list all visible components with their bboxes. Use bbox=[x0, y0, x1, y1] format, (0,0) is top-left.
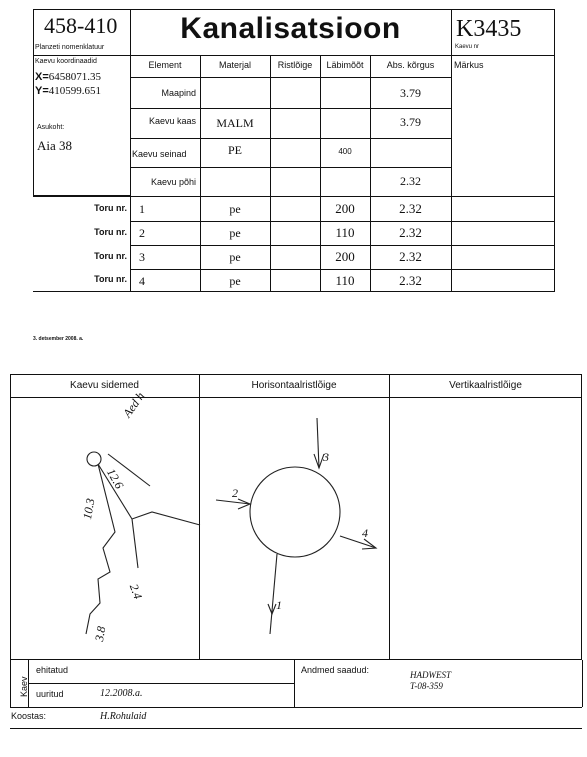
well-marker-circle bbox=[87, 452, 101, 466]
pipe-diameter: 110 bbox=[335, 225, 355, 240]
handwriting-label: 3 bbox=[323, 450, 329, 464]
well-ties-sketch bbox=[10, 398, 582, 660]
coord-y-label: Y= bbox=[35, 85, 49, 97]
surveyed-label: uuritud bbox=[36, 689, 64, 699]
col-header-cross-section: Ristlõige bbox=[277, 60, 313, 70]
row-element-label: Maapind bbox=[161, 88, 196, 98]
pipe-4-line bbox=[340, 536, 376, 548]
col-header-diameter: Läbimõõt bbox=[326, 60, 364, 70]
sheet-number: 458-410 bbox=[44, 13, 118, 38]
pipe-elevation: 2.32 bbox=[399, 225, 422, 240]
pipe-row bbox=[0, 245, 587, 269]
coord-x bbox=[35, 71, 101, 83]
row-elevation: 3.79 bbox=[400, 86, 421, 100]
row-material: MALM bbox=[216, 116, 254, 130]
data-from-ref: T-08-359 bbox=[410, 681, 443, 691]
handwriting-label: 2.4 bbox=[126, 582, 146, 601]
pipe-number: 2 bbox=[139, 226, 145, 240]
sketch-header-vertical: Vertikaalristlõige bbox=[449, 380, 522, 391]
pipe-row bbox=[0, 269, 587, 292]
handwriting-label: 4 bbox=[362, 526, 368, 540]
pipe-row bbox=[0, 221, 587, 245]
row-elevation: 3.79 bbox=[400, 115, 421, 129]
compiled-value: H.Rohulaid bbox=[100, 711, 147, 722]
pipe-label: Toru nr. bbox=[94, 227, 127, 237]
col-header-elevation: Abs. kõrgus bbox=[386, 60, 435, 70]
data-from-value: HADWEST bbox=[410, 670, 451, 680]
tie-line bbox=[132, 519, 138, 568]
row-elevation: 2.32 bbox=[400, 174, 421, 188]
surveyed-value: 12.2008.a. bbox=[100, 688, 143, 699]
pipe-row bbox=[0, 196, 587, 221]
pipe-label: Toru nr. bbox=[94, 203, 127, 213]
coord-y bbox=[35, 85, 101, 97]
pipe-material: pe bbox=[229, 202, 241, 216]
page-title: Kanalisatsioon bbox=[180, 12, 401, 45]
pipe-material: pe bbox=[229, 226, 241, 240]
pipe-number: 4 bbox=[139, 274, 145, 288]
handwriting-label: 10.3 bbox=[80, 497, 98, 521]
pipe-3-line bbox=[317, 418, 319, 468]
location-caption: Asukoht: bbox=[37, 124, 65, 131]
row-element-label: Kaevu põhi bbox=[150, 177, 196, 187]
pipe-number: 3 bbox=[139, 250, 145, 264]
col-header-notes: Märkus bbox=[454, 60, 484, 70]
pipe-diameter: 110 bbox=[335, 273, 355, 288]
pipe-label: Toru nr. bbox=[94, 274, 127, 284]
pipe-diameter: 200 bbox=[335, 201, 355, 216]
coords-caption: Kaevu koordinaadid bbox=[35, 58, 97, 65]
handwriting-label: Aed h bbox=[120, 389, 148, 421]
pipe-number: 1 bbox=[139, 202, 145, 216]
col-header-material: Materjal bbox=[218, 60, 251, 70]
well-id-caption: Kaevu nr bbox=[455, 44, 480, 50]
pipe-elevation: 2.32 bbox=[399, 249, 422, 264]
pipe-elevation: 2.32 bbox=[399, 273, 422, 288]
row-element-label: Kaevu seinad bbox=[132, 149, 187, 159]
row-material: PE bbox=[227, 143, 242, 157]
pipe-material: pe bbox=[229, 250, 241, 264]
built-label: ehitatud bbox=[36, 665, 69, 675]
sketch-header-horizontal: Horisontaalristlõige bbox=[251, 380, 337, 391]
row-diameter: 400 bbox=[338, 147, 352, 156]
coord-x-value: 6458071.35 bbox=[48, 71, 102, 83]
well-id: K3435 bbox=[456, 16, 522, 42]
data-from-label: Andmed saadud: bbox=[301, 665, 370, 675]
pipe-material: pe bbox=[229, 274, 241, 288]
well-section-circle bbox=[250, 467, 340, 557]
handwriting-label: 3.8 bbox=[92, 625, 109, 643]
sketch-header-ties: Kaevu sidemed bbox=[70, 380, 139, 391]
pipe-elevation: 2.32 bbox=[399, 201, 422, 216]
location-value: Aia 38 bbox=[37, 138, 73, 153]
coord-x-label: X= bbox=[35, 71, 49, 83]
footer-side-label: Kaev bbox=[19, 676, 29, 697]
pipe-diameter: 200 bbox=[335, 249, 355, 264]
handwriting-label: 2 bbox=[232, 486, 238, 500]
date-note: 3. detsember 2008. a. bbox=[33, 336, 84, 342]
pipe-label: Toru nr. bbox=[94, 251, 127, 261]
row-element-label: Kaevu kaas bbox=[148, 116, 196, 126]
handwriting-label: 1 bbox=[276, 598, 282, 612]
pipe-1-line bbox=[270, 554, 277, 634]
col-header-element: Element bbox=[148, 60, 182, 70]
sheet-caption: Planzeti nomenklatuur bbox=[35, 44, 105, 51]
fence-line bbox=[86, 464, 115, 634]
compiled-label: Koostas: bbox=[11, 711, 47, 721]
coord-y-value: 410599.651 bbox=[48, 85, 102, 97]
handwriting-label: 12.6 bbox=[103, 466, 127, 492]
